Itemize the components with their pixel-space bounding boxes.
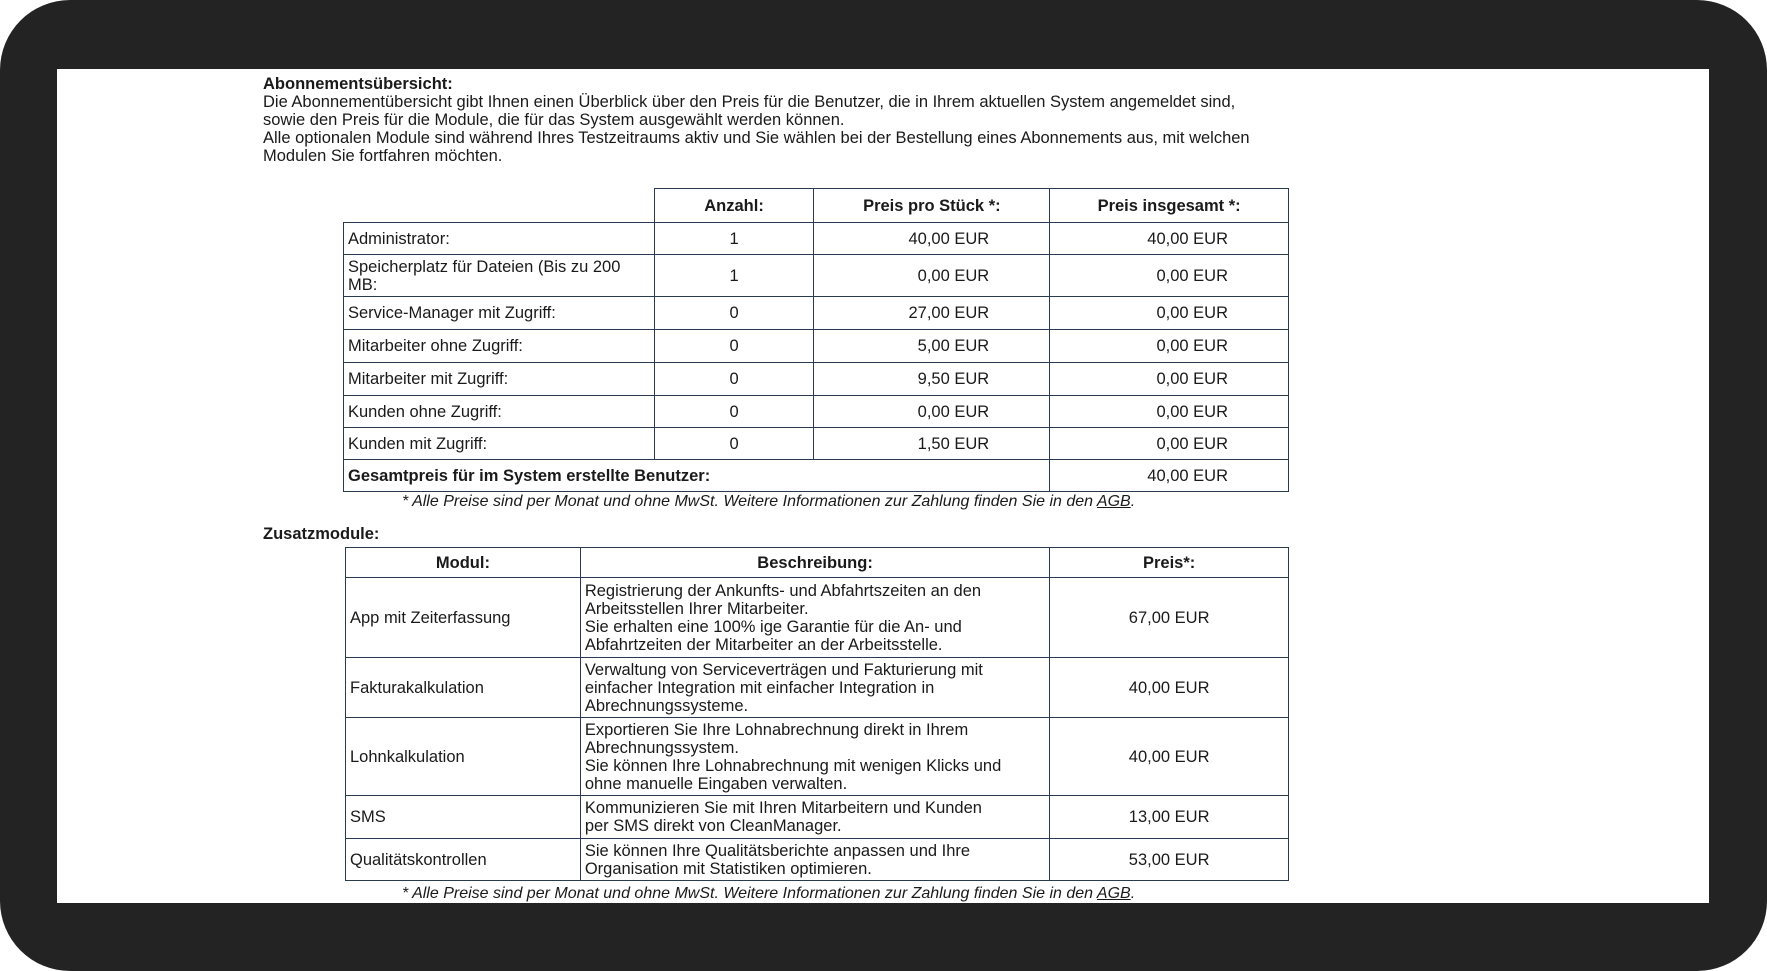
row-label: Service-Manager mit Zugriff: <box>344 297 655 330</box>
row-count: 0 <box>654 297 814 330</box>
column-header: Anzahl: <box>654 189 814 223</box>
module-name: Qualitätskontrollen <box>346 839 581 881</box>
intro-text <box>263 75 1443 165</box>
table-row <box>344 428 1289 460</box>
row-count: 0 <box>654 396 814 428</box>
table-row <box>346 578 1289 658</box>
footnote-end: . <box>1130 885 1136 902</box>
description-line: per SMS direkt von CleanManager. <box>584 817 842 835</box>
table-row <box>346 796 1289 839</box>
column-header: Modul: <box>346 548 581 578</box>
modules-section-title: Zusatzmodule: <box>263 525 380 543</box>
document-page <box>57 69 1709 903</box>
description-line: Arbeitsstellen Ihrer Mitarbeiter. <box>584 599 809 618</box>
column-header: Preis pro Stück *: <box>814 189 1050 223</box>
row-total-price: 0,00 EUR <box>1050 297 1289 330</box>
table-header-row <box>346 548 1289 578</box>
module-description <box>580 796 1049 839</box>
row-label: Mitarbeiter ohne Zugriff: <box>344 330 655 363</box>
description-line: Verwaltung von Serviceverträgen und Fakturierung mit <box>584 660 983 679</box>
row-count: 0 <box>654 363 814 396</box>
intro-line: Modulen Sie fortfahren möchten. <box>263 147 503 165</box>
module-price: 40,00 EUR <box>1050 658 1289 718</box>
module-price: 13,00 EUR <box>1050 796 1289 839</box>
row-total-price: 0,00 EUR <box>1050 255 1289 297</box>
row-label: Administrator: <box>344 223 655 255</box>
module-price: 67,00 EUR <box>1050 578 1289 658</box>
modules-table <box>345 547 1289 881</box>
description-line: Sie erhalten eine 100% ige Garantie für die An- und <box>584 617 962 636</box>
intro-line: Alle optionalen Module sind während Ihres Testzeitraums aktiv und Sie wählen bei der Bestellung eines Abonnements aus, mit welchen <box>263 129 1250 147</box>
row-count: 0 <box>654 330 814 363</box>
table-row <box>346 839 1289 881</box>
row-label: Kunden ohne Zugriff: <box>344 396 655 428</box>
module-description <box>580 718 1049 796</box>
column-header: Beschreibung: <box>580 548 1049 578</box>
module-name: Fakturakalkulation <box>346 658 581 718</box>
description-line: Organisation mit Statistiken optimieren. <box>584 859 872 878</box>
footnote-text: * Alle Preise sind per Monat und ohne MwSt. Weitere Informationen zur Zahlung finden Sie in den <box>402 493 1097 510</box>
module-price: 40,00 EUR <box>1050 718 1289 796</box>
total-label: Gesamtpreis für im System erstellte Benutzer: <box>344 460 1050 492</box>
description-line: ohne manuelle Eingaben verwalten. <box>584 774 848 793</box>
row-total-price: 40,00 EUR <box>1050 223 1289 255</box>
row-unit-price: 27,00 EUR <box>814 297 1050 330</box>
row-unit-price: 9,50 EUR <box>814 363 1050 396</box>
modules-price-footnote <box>402 885 1135 903</box>
description-line: einfacher Integration mit einfacher Integration in <box>584 678 935 697</box>
row-label: Kunden mit Zugriff: <box>344 428 655 460</box>
table-row <box>344 330 1289 363</box>
column-header: Preis*: <box>1050 548 1289 578</box>
description-line: Registrierung der Ankunfts- und Abfahrtszeiten an den <box>584 581 982 600</box>
row-count: 1 <box>654 223 814 255</box>
subscription-overview <box>263 75 1443 902</box>
description-line: Sie können Ihre Qualitätsberichte anpassen und Ihre <box>584 841 971 860</box>
description-line: Exportieren Sie Ihre Lohnabrechnung direkt in Ihrem <box>584 720 969 739</box>
footnote-text: * Alle Preise sind per Monat und ohne MwSt. Weitere Informationen zur Zahlung finden Sie in den <box>402 885 1097 902</box>
table-header-row <box>344 189 1289 223</box>
row-unit-price: 1,50 EUR <box>814 428 1050 460</box>
module-name: SMS <box>346 796 581 839</box>
description-line: Abfahrtzeiten der Mitarbeiter an der Arbeitsstelle. <box>584 635 943 654</box>
module-name: Lohnkalkulation <box>346 718 581 796</box>
section-title: Abonnementsübersicht: <box>263 75 453 93</box>
user-pricing-table <box>343 188 1289 492</box>
table-row <box>344 255 1289 297</box>
table-row <box>344 363 1289 396</box>
description-line: Abrechnungssystem. <box>584 738 739 757</box>
row-total-price: 0,00 EUR <box>1050 330 1289 363</box>
module-price: 53,00 EUR <box>1050 839 1289 881</box>
price-footnote <box>402 493 1135 511</box>
row-total-price: 0,00 EUR <box>1050 396 1289 428</box>
table-row <box>344 396 1289 428</box>
intro-line: sowie den Preis für die Module, die für das System ausgewählt werden können. <box>263 111 845 129</box>
total-row <box>344 460 1289 492</box>
footnote-end: . <box>1130 493 1136 510</box>
row-count: 0 <box>654 428 814 460</box>
agb-link[interactable]: AGB <box>1096 493 1131 510</box>
module-description <box>580 839 1049 881</box>
row-unit-price: 40,00 EUR <box>814 223 1050 255</box>
table-row <box>346 718 1289 796</box>
row-label: Mitarbeiter mit Zugriff: <box>344 363 655 396</box>
row-total-price: 0,00 EUR <box>1050 428 1289 460</box>
intro-line: Die Abonnementübersicht gibt Ihnen einen Überblick über den Preis für die Benutzer, die in Ihrem aktuellen System angemeldet sind, <box>263 93 1236 111</box>
row-unit-price: 0,00 EUR <box>814 396 1050 428</box>
module-name: App mit Zeiterfassung <box>346 578 581 658</box>
row-total-price: 0,00 EUR <box>1050 363 1289 396</box>
description-line: Abrechnungssysteme. <box>584 696 749 715</box>
module-description <box>580 658 1049 718</box>
description-line: Sie können Ihre Lohnabrechnung mit wenigen Klicks und <box>584 756 1002 775</box>
agb-link[interactable]: AGB <box>1096 885 1131 902</box>
row-label: Speicherplatz für Dateien (Bis zu 200 MB: <box>344 255 655 297</box>
row-count: 1 <box>654 255 814 297</box>
column-header: Preis insgesamt *: <box>1050 189 1289 223</box>
description-line: Kommunizieren Sie mit Ihren Mitarbeitern und Kunden <box>584 799 982 817</box>
total-value: 40,00 EUR <box>1050 460 1289 492</box>
row-unit-price: 5,00 EUR <box>814 330 1050 363</box>
table-row <box>346 658 1289 718</box>
module-description <box>580 578 1049 658</box>
table-row <box>344 223 1289 255</box>
empty-header-cell <box>344 189 655 223</box>
table-row <box>344 297 1289 330</box>
row-unit-price: 0,00 EUR <box>814 255 1050 297</box>
